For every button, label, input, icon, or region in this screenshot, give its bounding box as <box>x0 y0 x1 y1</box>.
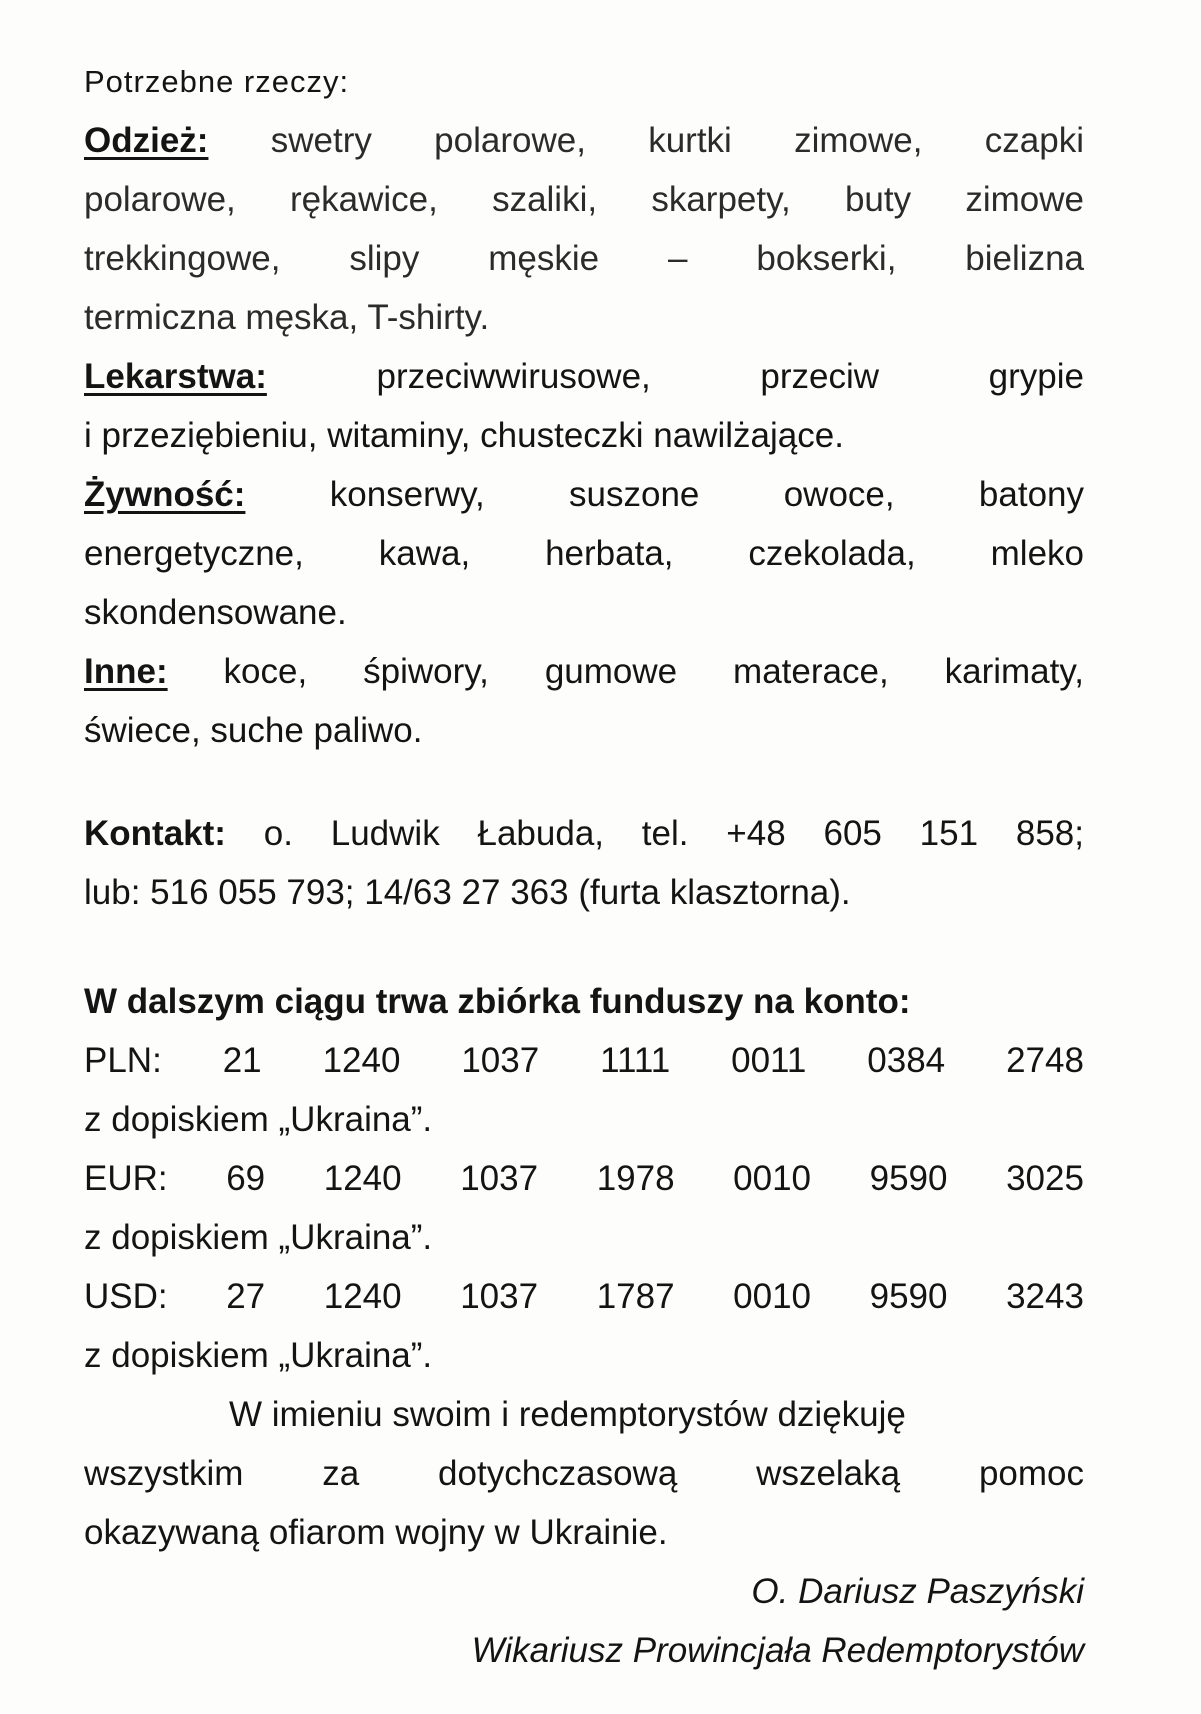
clothing-line-3: trekkingowe, slipy męskie – bokserki, bielizna <box>84 239 1084 278</box>
thanks-line-3: okazywaną ofiarom wojny w Ukrainie. <box>84 1513 668 1552</box>
food-text-1: konserwy, suszone owoce, batony <box>329 475 1084 514</box>
contact-line-1 <box>84 804 1084 863</box>
account-currency: USD: <box>84 1277 168 1316</box>
account-group: 1240 <box>322 1041 401 1080</box>
account-group: 69 <box>226 1159 266 1198</box>
account-group: 1787 <box>596 1277 675 1316</box>
account-group: 2748 <box>1006 1041 1084 1080</box>
medicine-line-2: i przeziębieniu, witaminy, chusteczki nawilżające. <box>84 416 844 455</box>
medicine-label: Lekarstwa: <box>84 357 267 396</box>
clothing-section <box>84 111 1084 347</box>
account-group: 1037 <box>461 1041 540 1080</box>
other-label: Inne: <box>84 652 168 691</box>
food-line-1 <box>84 465 1084 524</box>
account-group: 1037 <box>460 1159 539 1198</box>
clothing-label: Odzież: <box>84 121 209 160</box>
account-note-pln: z dopiskiem „Ukraina”. <box>84 1100 433 1139</box>
account-group: 0011 <box>731 1041 807 1080</box>
account-group: 21 <box>222 1041 262 1080</box>
thanks-line-1: W imieniu swoim i redemptorystów dziękuję <box>229 1395 906 1434</box>
clothing-line-4: termiczna męska, T-shirty. <box>84 298 490 337</box>
thanks-section <box>84 1385 1084 1562</box>
contact-text-1: o. Ludwik Łabuda, tel. +48 605 151 858; <box>263 814 1084 853</box>
signature-name: O. Dariusz Paszyński <box>751 1572 1084 1611</box>
other-line-1 <box>84 642 1084 701</box>
fundraising-section <box>84 972 1084 1385</box>
clothing-line-2: polarowe, rękawice, szaliki, skarpety, buty zimowe <box>84 180 1084 219</box>
food-line-3: skondensowane. <box>84 593 347 632</box>
medicine-section <box>84 347 1084 465</box>
account-group: 3025 <box>1006 1159 1084 1198</box>
thanks-line-2: wszystkim za dotychczasową wszelaką pomoc <box>84 1454 1084 1493</box>
needs-heading: Potrzebne rzeczy: <box>84 64 350 99</box>
signature-block <box>84 1562 1084 1680</box>
account-note-usd: z dopiskiem „Ukraina”. <box>84 1336 433 1375</box>
account-group: 1240 <box>323 1159 402 1198</box>
contact-label: Kontakt: <box>84 814 226 853</box>
account-group: 1037 <box>460 1277 539 1316</box>
food-section <box>84 465 1084 642</box>
account-row-usd <box>84 1267 1084 1326</box>
medicine-text-1: przeciwwirusowe, przeciw grypie <box>376 357 1084 396</box>
other-text-1: koce, śpiwory, gumowe materace, karimaty, <box>223 652 1084 691</box>
account-group: 0010 <box>733 1277 812 1316</box>
account-group: 27 <box>226 1277 266 1316</box>
clothing-text-1: swetry polarowe, kurtki zimowe, czapki <box>270 121 1084 160</box>
account-group: 0384 <box>867 1041 946 1080</box>
account-row-eur <box>84 1149 1084 1208</box>
account-group: 1978 <box>596 1159 675 1198</box>
contact-section <box>84 804 1084 922</box>
account-group: 0010 <box>733 1159 812 1198</box>
section-gap <box>84 760 1084 804</box>
fundraising-heading: W dalszym ciągu trwa zbiórka funduszy na konto: <box>84 982 911 1021</box>
food-label: Żywność: <box>84 475 246 514</box>
signature-title: Wikariusz Prowincjała Redemptorystów <box>471 1631 1084 1670</box>
contact-line-2: lub: 516 055 793; 14/63 27 363 (furta klasztorna). <box>84 873 851 912</box>
account-row-pln <box>84 1031 1084 1090</box>
account-note-eur: z dopiskiem „Ukraina”. <box>84 1218 433 1257</box>
section-gap <box>84 922 1084 972</box>
document-page <box>84 52 1084 1680</box>
clothing-line-1 <box>84 111 1084 170</box>
other-section <box>84 642 1084 760</box>
food-line-2: energetyczne, kawa, herbata, czekolada, mleko <box>84 534 1084 573</box>
account-group: 9590 <box>869 1277 948 1316</box>
other-line-2: świece, suche paliwo. <box>84 711 423 750</box>
medicine-line-1 <box>84 347 1084 406</box>
account-currency: PLN: <box>84 1041 162 1080</box>
account-group: 9590 <box>869 1159 948 1198</box>
account-group: 1240 <box>323 1277 402 1316</box>
account-group: 3243 <box>1006 1277 1084 1316</box>
account-group: 1111 <box>600 1041 671 1080</box>
account-currency: EUR: <box>84 1159 168 1198</box>
